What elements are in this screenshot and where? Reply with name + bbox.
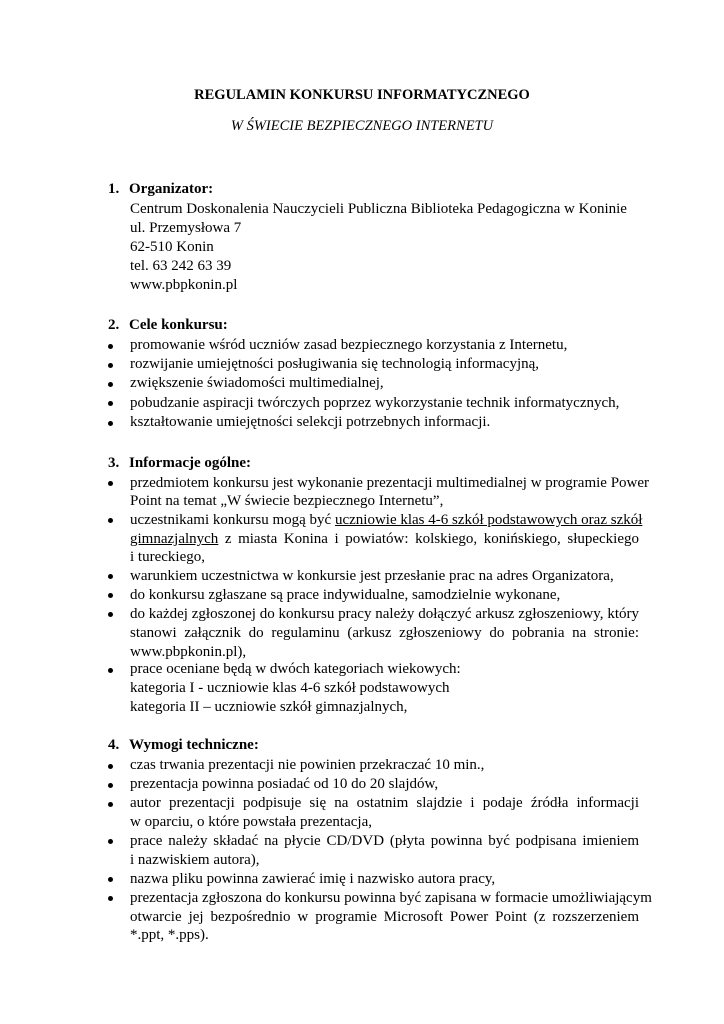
section-number: 4. bbox=[108, 737, 120, 753]
bullet-icon bbox=[108, 802, 116, 810]
list-item-line: przedmiotem konkursu jest wykonanie prezentacji multimedialnej w programie Power bbox=[130, 475, 650, 491]
list-item-line: *.ppt, *.pps). bbox=[130, 927, 209, 943]
list-item-line: gimnazjalnych z miasta Konina i powiatów: kolskiego, konińskiego, słupeckiego bbox=[130, 531, 639, 547]
list-item-line: prace należy składać na płycie CD/DVD (płyta powinna być podpisana imieniem bbox=[130, 833, 639, 849]
bullet-icon bbox=[108, 518, 116, 526]
list-item-line: prace oceniane będą w dwóch kategoriach wiekowych: bbox=[130, 661, 461, 677]
bullet-icon bbox=[108, 382, 116, 390]
list-item: czas trwania prezentacji nie powinien przekraczać 10 min., bbox=[130, 757, 485, 773]
list-item: nazwa pliku powinna zawierać imię i nazwisko autora pracy, bbox=[130, 871, 496, 887]
organizer-postcode: 62-510 Konin bbox=[130, 239, 214, 255]
bullet-icon bbox=[108, 593, 116, 601]
list-item-line: otwarcie jej bezpośrednio w programie Microsoft Power Point (z rozszerzeniem bbox=[130, 909, 639, 925]
bullet-icon bbox=[108, 764, 116, 772]
list-item-line: uczestnikami konkursu mogą być uczniowie klas 4-6 szkół podstawowych oraz szkół bbox=[130, 512, 643, 528]
bullet-icon bbox=[108, 421, 116, 429]
bullet-icon bbox=[108, 344, 116, 352]
list-item: pobudzanie aspiracji twórczych poprzez wykorzystanie technik informatycznych, bbox=[130, 395, 620, 411]
organizer-street: ul. Przemysłowa 7 bbox=[130, 220, 242, 236]
section-heading: Cele konkursu: bbox=[129, 317, 228, 333]
bullet-icon bbox=[108, 668, 116, 676]
list-item: warunkiem uczestnictwa w konkursie jest przesłanie prac na adres Organizatora, bbox=[130, 568, 614, 584]
list-item: kształtowanie umiejętności selekcji potrzebnych informacji. bbox=[130, 414, 491, 430]
list-item-line: i tureckiego, bbox=[130, 549, 205, 565]
organizer-name: Centrum Doskonalenia Nauczycieli Publiczna Biblioteka Pedagogiczna w Koninie bbox=[130, 201, 627, 217]
list-item-line: www.pbpkonin.pl), bbox=[130, 644, 247, 660]
list-item-line: Point na temat „W świecie bezpiecznego Internetu”, bbox=[130, 493, 444, 509]
list-item: prezentacja powinna posiadać od 10 do 20 slajdów, bbox=[130, 776, 439, 792]
underlined-text: gimnazjalnych bbox=[130, 531, 219, 547]
bullet-icon bbox=[108, 574, 116, 582]
list-item: promowanie wśród uczniów zasad bezpiecznego korzystania z Internetu, bbox=[130, 337, 568, 353]
bullet-icon bbox=[108, 839, 116, 847]
list-item: zwiększenie świadomości multimedialnej, bbox=[130, 375, 384, 391]
list-item-line: w oparciu, o które powstała prezentacja, bbox=[130, 814, 372, 830]
bullet-icon bbox=[108, 481, 116, 489]
bullet-icon bbox=[108, 401, 116, 409]
bullet-icon bbox=[108, 896, 116, 904]
underlined-text: uczniowie klas 4-6 szkół podstawowych oraz szkół bbox=[334, 512, 643, 528]
organizer-website: www.pbpkonin.pl bbox=[130, 277, 238, 293]
section-heading: Wymogi techniczne: bbox=[129, 737, 259, 753]
bullet-icon bbox=[108, 877, 116, 885]
list-item: rozwijanie umiejętności posługiwania się technologią informacyjną, bbox=[130, 356, 540, 372]
list-item-line: prezentacja zgłoszona do konkursu powinna być zapisana w formacie umożliwiającym bbox=[130, 890, 652, 906]
section-heading: Informacje ogólne: bbox=[129, 455, 252, 471]
document-subtitle: W ŚWIECIE BEZPIECZNEGO INTERNETU bbox=[230, 118, 494, 134]
section-heading: Organizator: bbox=[129, 181, 214, 197]
list-item-line: autor prezentacji podpisuje się na ostatnim slajdzie i podaje źródła informacji bbox=[130, 795, 639, 811]
section-number: 2. bbox=[108, 317, 120, 333]
list-item-line: kategoria I - uczniowie klas 4-6 szkół podstawowych bbox=[130, 680, 450, 696]
bullet-icon bbox=[108, 612, 116, 620]
list-item-line: i nazwiskiem autora), bbox=[130, 852, 260, 868]
list-item-line: stanowi załącznik do regulaminu (arkusz zgłoszeniowy do pobrania na stronie: bbox=[130, 625, 639, 641]
document-title: REGULAMIN KONKURSU INFORMATYCZNEGO bbox=[194, 87, 530, 103]
bullet-icon bbox=[108, 363, 116, 371]
section-number: 3. bbox=[108, 455, 120, 471]
organizer-phone: tel. 63 242 63 39 bbox=[130, 258, 232, 274]
bullet-icon bbox=[108, 783, 116, 791]
list-item: do konkursu zgłaszane są prace indywidualne, samodzielnie wykonane, bbox=[130, 587, 561, 603]
list-item-line: do każdej zgłoszonej do konkursu pracy należy dołączyć arkusz zgłoszeniowy, który bbox=[130, 606, 639, 622]
list-item-line: kategoria II – uczniowie szkół gimnazjalnych, bbox=[130, 699, 408, 715]
section-number: 1. bbox=[108, 181, 120, 197]
